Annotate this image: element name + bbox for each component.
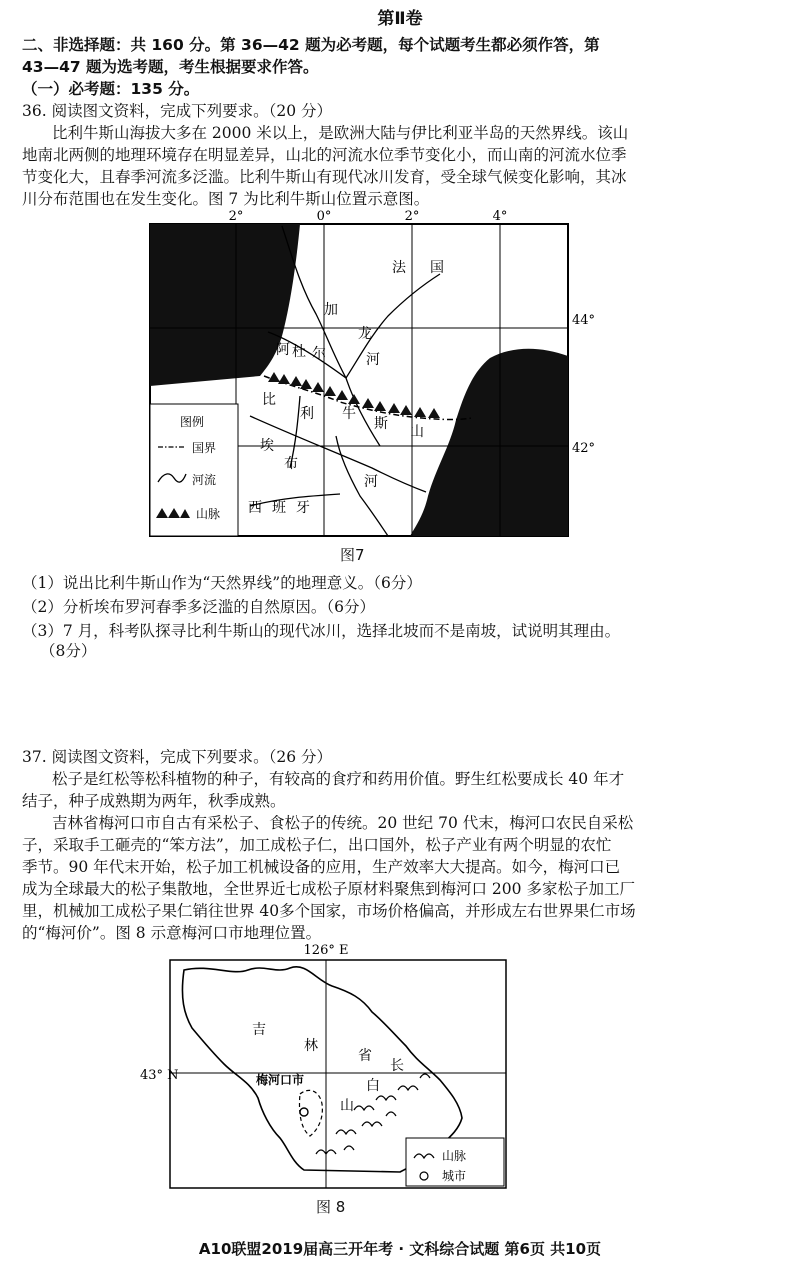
q37-para-line: 子，采取手工砸壳的“笨方法”，加工成松子仁，出口国外，松子产业有两个明显的农忙 <box>22 836 612 854</box>
legend-river: 河流 <box>192 473 217 487</box>
label-pyrenees: 利 <box>300 406 314 422</box>
q37-para-line: 松子是红松等松科植物的种子，有较高的食疗和药用价值。野生红松要成长 40 年才 <box>52 770 625 788</box>
q37-para-line: 结子，种子成熟期为两年，秋季成熟。 <box>22 792 286 810</box>
q37-para-line: 的“梅河价”。图 8 示意梅河口市地理位置。 <box>22 924 322 942</box>
label-jilin: 吉 <box>252 1022 266 1038</box>
map-legend <box>406 1138 504 1186</box>
label-aquitaine: 阿 <box>276 342 290 358</box>
label-jilin: 省 <box>358 1048 372 1064</box>
figure-7-caption: 图7 <box>340 546 365 564</box>
q37-para-line: 里，机械加工成松子果仁销往世界 40多个国家，市场价格偏高，并形成左右世界果仁市场 <box>22 902 636 920</box>
label-pyrenees: 斯 <box>374 416 388 432</box>
label-france: 法 <box>392 260 406 276</box>
part2-instruction-line1: 二、非选择题：共 160 分。第 36—42 题为必考题，每个试题考生都必须作答，第 <box>22 36 600 54</box>
q36-para-line: 地南北两侧的地理环境存在明显差异，山北的河流水位季节变化小，而山南的河流水位季 <box>22 146 627 164</box>
q36-sub1: （1）说出比利牛斯山作为“天然界线”的地理意义。（6分） <box>22 574 422 592</box>
label-garonne: 龙 <box>358 326 372 342</box>
label-spain: 班 <box>272 500 286 516</box>
lat-label: 42° <box>572 441 596 456</box>
page-footer: A10联盟2019届高三开年考 · 文科综合试题 第6页 共10页 <box>198 1240 602 1258</box>
q36-sub3-points: （8分） <box>40 642 97 660</box>
lat-label: 43° N <box>140 1068 179 1083</box>
q36-sub2: （2）分析埃布罗河春季多泛滥的自然原因。（6分） <box>22 598 375 616</box>
label-changbai: 长 <box>390 1058 404 1074</box>
label-changbai: 山 <box>340 1098 354 1114</box>
label-spain: 牙 <box>296 500 310 516</box>
label-pyrenees: 比 <box>262 392 276 408</box>
label-spain: 西 <box>248 500 262 516</box>
q36-para-line: 比利牛斯山海拔大多在 2000 米以上，是欧洲大陆与伊比利亚半岛的天然界线。该山 <box>52 124 629 142</box>
required-questions-header: （一）必考题：135 分。 <box>22 80 200 98</box>
legend-title: 图例 <box>180 415 205 429</box>
figure-8-meihekou-map <box>140 940 520 1200</box>
city-label: 梅河口市 <box>256 1073 305 1087</box>
lon-label: 2° <box>228 209 244 224</box>
legend-mountain: 山脉 <box>196 507 221 521</box>
label-ebro: 埃 <box>260 438 274 454</box>
q37-para-line: 吉林省梅河口市自古有采松子、食松子的传统。20 世纪 70 代末，梅河口农民自采松 <box>52 814 634 832</box>
q37-para-line: 季节。90 年代末开始，松子加工机械设备的应用，生产效率大大提高。如今，梅河口已 <box>22 858 621 876</box>
section-title: 第Ⅱ卷 <box>377 9 423 29</box>
label-garonne: 加 <box>324 302 338 318</box>
q36-title: 36. 阅读图文资料，完成下列要求。（20 分） <box>22 102 332 120</box>
label-aquitaine: 杜 <box>292 344 306 360</box>
label-ebro: 河 <box>364 474 378 490</box>
label-pyrenees: 牛 <box>342 406 356 422</box>
legend-mountain: 山脉 <box>442 1149 467 1163</box>
label-garonne: 河 <box>366 352 380 368</box>
label-changbai: 白 <box>366 1078 380 1094</box>
figure-8-caption: 图 8 <box>316 1198 346 1216</box>
label-pyrenees: 山 <box>410 424 424 440</box>
part2-instruction-line2: 43—47 题为选考题，考生根据要求作答。 <box>22 58 319 76</box>
lon-label: 0° <box>316 209 332 224</box>
q36-sub3: （3）7 月，科考队探寻比利牛斯山的现代冰川，选择北坡而不是南坡，试说明其理由。 <box>22 622 621 640</box>
legend-border: 国界 <box>192 441 217 455</box>
q37-para-line: 成为全球最大的松子集散地，全世界近七成松子原材料聚焦到梅河口 200 多家松子加工厂 <box>22 880 635 898</box>
legend-city: 城市 <box>442 1169 467 1183</box>
map-legend <box>150 404 238 536</box>
label-france: 国 <box>430 260 444 276</box>
q37-title: 37. 阅读图文资料，完成下列要求。（26 分） <box>22 748 332 766</box>
lon-label: 2° <box>404 209 420 224</box>
q36-para-line: 川分布范围也在发生变化。图 7 为比利牛斯山位置示意图。 <box>22 190 430 208</box>
lon-label: 126° E <box>303 943 349 958</box>
figure-7-pyrenees-map <box>140 206 596 542</box>
label-jilin: 林 <box>304 1038 318 1054</box>
lon-label: 4° <box>492 209 508 224</box>
q36-para-line: 节变化大，且春季河流多泛滥。比利牛斯山有现代冰川发育，受全球气候变化影响，其冰 <box>22 168 627 186</box>
label-aquitaine: 尔 <box>312 346 326 362</box>
label-ebro: 布 <box>284 456 298 472</box>
lat-label: 44° <box>572 313 596 328</box>
city-marker <box>300 1108 308 1116</box>
